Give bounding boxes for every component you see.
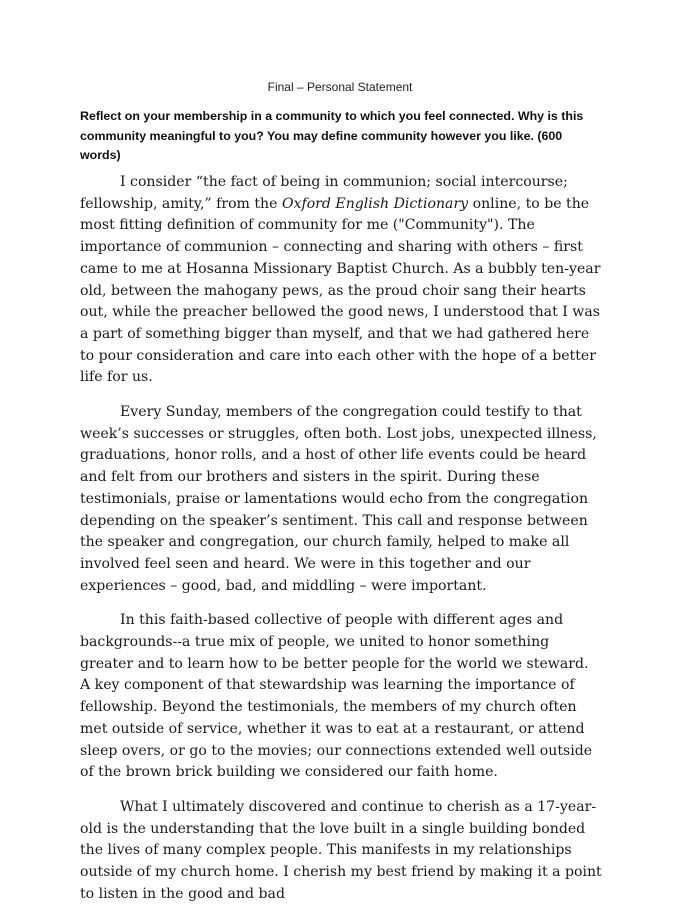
document-title: Final – Personal Statement — [267, 80, 413, 94]
paragraph-1 — [80, 172, 602, 389]
dictionary-title: Oxford English Dictionary — [281, 195, 469, 212]
essay-prompt: Reflect on your membership in a community to which you feel connected. Why is this community meaningful to you? You may define community however you like. (600 words) — [80, 109, 584, 162]
essay-body — [80, 172, 602, 919]
paragraph-1-text-end: online, to be the most fitting definition of community for me ("Community"). The importance of communion – connecting and sharing with others – first came to me at Hosanna Missionary Baptist Church. As a bubbly ten-year old, between the mahogany pews, as the proud choir sang their hearts out, while the preacher bellowed the good news, I understood that I was a part of something bigger than myself, and that we had gathered here to pour consideration and care into each other with the hope of a better life for us. — [80, 195, 601, 386]
paragraph-4: What I ultimately discovered and continue to cherish as a 17-year-old is the understanding that the love built in a single building bonded the lives of many complex people. This manifests in my relationships outside of my church home. I cherish my best friend by making it a point to listen in the good and bad — [80, 798, 602, 902]
paragraph-1-text-start: I consider “the fact of being in communion; social intercourse; fellowship, amity,” from the — [80, 174, 568, 212]
paragraph-2: Every Sunday, members of the congregation could testify to that week’s successes or struggles, often both. Lost jobs, unexpected illness, graduations, honor rolls, and a host of other life events could be heard and felt from our brothers and sisters in the spirit. During these testimonials, praise or lamentations would echo from the congregation depending on the speaker’s sentiment. This call and response between the speaker and congregation, our church family, helped to make all involved feel seen and heard. We were in this together and our experiences – good, bad, and middling – were important. — [80, 404, 597, 594]
paragraph-3: In this faith-based collective of people with different ages and backgrounds--a true mix of people, we united to honor something greater and to learn how to be better people for the world we steward. A key component of that stewardship was learning the importance of fellowship. Beyond the testimonials, the members of my church often met outside of service, whether it was to eat at a restaurant, or attend sleep overs, or go to the movies; our connections extended well outside of the brown brick building we considered our faith home. — [80, 612, 593, 781]
